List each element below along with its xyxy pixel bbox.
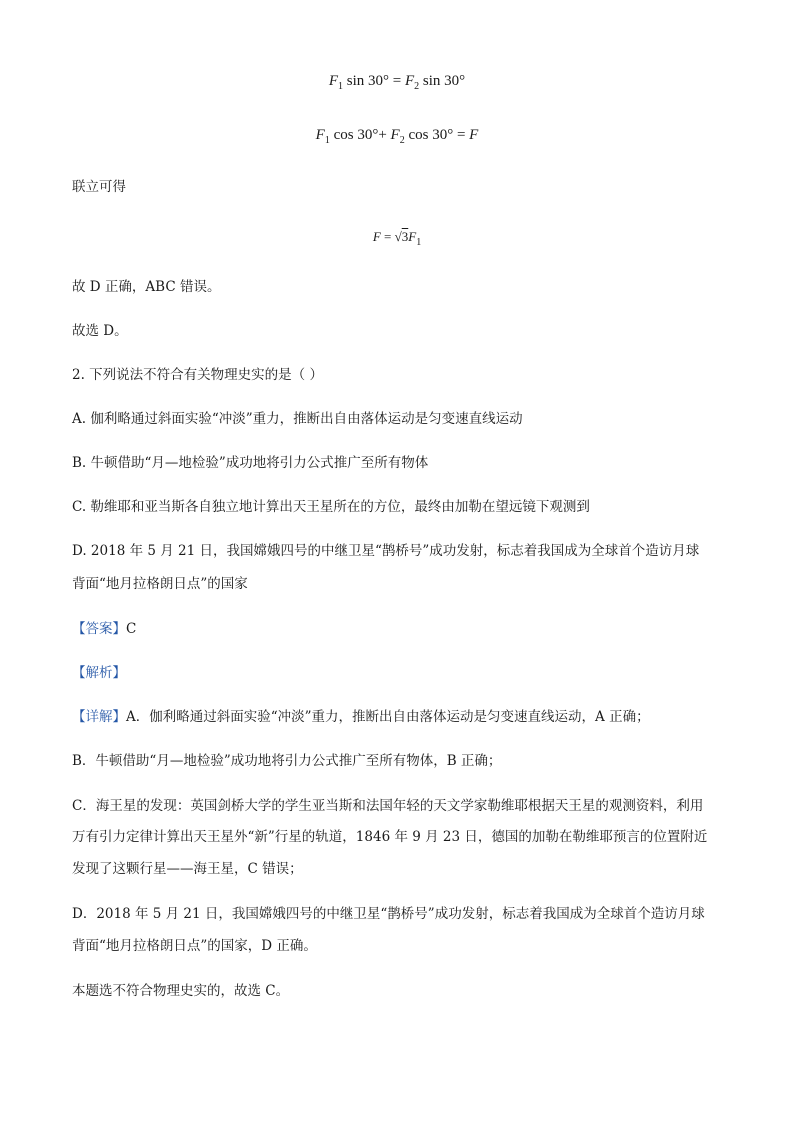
text-choose-d: 故选 D。	[72, 323, 128, 339]
answer-value: C	[126, 621, 137, 637]
option-d-line-2: 背面“地月拉格朗日点”的国家	[72, 576, 248, 592]
eq3-equals-sqrt: = √	[380, 229, 402, 244]
detail-c-line-2: 万有引力定律计算出天王星外“新”行星的轨道，1846 年 9 月 23 日，德国的加勒在勒维耶预言的位置附近	[72, 829, 708, 845]
text-d-correct: 故 D 正确，ABC 错误。	[72, 279, 221, 295]
var-f1: F	[408, 229, 417, 244]
question-2-stem: 2. 下列说法不符合有关物理史实的是（ ）	[72, 367, 323, 383]
equation-3	[0, 228, 794, 252]
detail-tag: 【详解】	[72, 709, 126, 725]
var-f1: F	[328, 73, 338, 89]
var-f2: F	[390, 127, 400, 143]
detail-b: B．牛顿借助“月—地检验”成功地将引力公式推广至所有物体，B 正确；	[72, 753, 502, 769]
analysis-tag: 【解析】	[72, 665, 126, 681]
detail-c-line-3: 发现了这颗行星——海王星，C 错误；	[72, 861, 303, 877]
conclusion: 本题选不符合物理史实的，故选 C。	[72, 983, 290, 999]
detail-a	[72, 708, 722, 726]
sub-2: 2	[414, 81, 420, 92]
var-f1: F	[315, 127, 325, 143]
eq1-right: sin 30°	[419, 73, 466, 89]
sub-1: 1	[324, 135, 330, 146]
detail-c-line-1: C．海王星的发现：英国剑桥大学的学生亚当斯和法国年轻的天文学家勒维耶根据天王星的观测资料，利用	[72, 798, 704, 814]
answer-line	[72, 620, 722, 638]
answer-tag: 【答案】	[72, 621, 126, 637]
sub-1: 1	[416, 237, 422, 248]
option-d-line-1: D. 2018 年 5 月 21 日，我国嫦娥四号的中继卫星“鹊桥号”成功发射，标志着我国成为全球首个造访月球	[72, 543, 700, 559]
equation-2	[0, 126, 794, 150]
detail-a-text: A．伽利略通过斜面实验“冲淡”重力，推断出自由落体运动是匀变速直线运动，A 正确；	[126, 709, 650, 725]
detail-d-line-2: 背面“地月拉格朗日点”的国家，D 正确。	[72, 938, 317, 954]
sub-1: 1	[338, 81, 343, 92]
sqrt-radicand: 3	[401, 229, 409, 244]
eq2-part-b: cos 30° =	[404, 127, 470, 143]
detail-d-line-1: D．2018 年 5 月 21 日，我国嫦娥四号的中继卫星“鹊桥号”成功发射，标志着我国成为全球首个造访月球	[72, 906, 705, 922]
sub-2: 2	[399, 135, 405, 146]
option-a: A. 伽利略通过斜面实验“冲淡”重力，推断出自由落体运动是匀变速直线运动	[72, 411, 523, 427]
var-f: F	[469, 127, 479, 143]
equation-1	[0, 72, 794, 96]
var-f2: F	[404, 73, 415, 89]
text-lianli: 联立可得	[72, 179, 126, 195]
eq1-left: sin 30° =	[343, 73, 405, 89]
var-f: F	[372, 229, 381, 244]
option-c: C. 勒维耶和亚当斯各自独立地计算出天王星所在的方位，最终由加勒在望远镜下观测到	[72, 499, 590, 515]
eq2-part-a: cos 30°+	[329, 127, 391, 143]
option-b: B. 牛顿借助“月—地检验”成功地将引力公式推广至所有物体	[72, 455, 429, 471]
